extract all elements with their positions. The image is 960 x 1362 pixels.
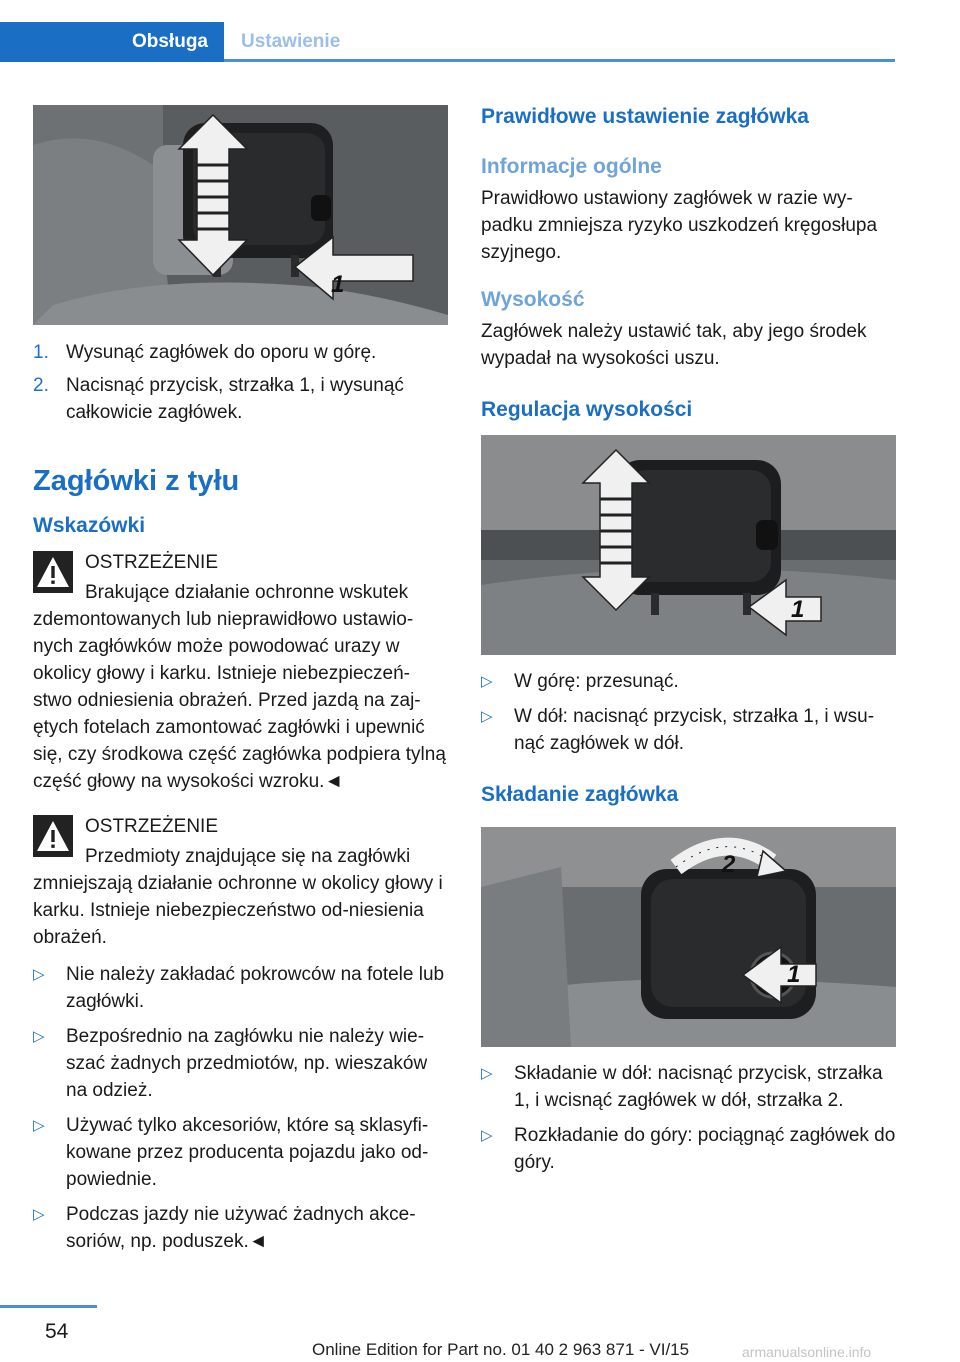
advice-list [33, 961, 448, 1255]
list-item-text: Podczas jazdy nie używać żadnych akce-soriów, np. poduszek.◄ [66, 1204, 416, 1252]
list-item [481, 1060, 896, 1114]
arrow-1-label: 1 [791, 596, 805, 623]
list-item-text: Rozkładanie do góry: pociągnąć zagłówek do góry. [514, 1125, 896, 1173]
fold-list [481, 1060, 896, 1176]
left-column [33, 339, 448, 1263]
triangle-bullet-icon: ▷ [481, 1127, 493, 1144]
list-item-text: Nie należy zakładać pokrowców na fotele lub zagłówki. [66, 964, 445, 1012]
step-item [33, 372, 448, 426]
figure-rear-headrest-height [481, 435, 896, 655]
figure-front-headrest [33, 105, 448, 325]
fold-title: Składanie zagłówka [481, 783, 679, 806]
triangle-bullet-icon: ▷ [481, 708, 493, 725]
triangle-bullet-icon: ▷ [33, 966, 45, 983]
steps-list [33, 339, 448, 426]
warning-triangle-icon [33, 815, 73, 857]
warning-block-1 [33, 549, 448, 795]
list-item [33, 1023, 448, 1104]
warning-text: zdemontowanych lub nieprawidłowo ustawio-nych zagłówków może powodować urazy w okolicy głowy i karku. Istnieje niebezpieczeń-stwo odniesienia obrażeń. Przed jazdą na zaj-ętych fotelach zamontować zagłówki i upewnić się, czy środkowa część zagłówka podpiera tylną część głowy na wysokości wzroku.◄ [33, 609, 446, 792]
warning-label: OSTRZEŻENIE [85, 816, 219, 837]
warning-label: OSTRZEŻENIE [85, 552, 219, 573]
arrow-1-label: 1 [331, 271, 345, 298]
step-item [33, 339, 448, 366]
footer-rule [0, 1305, 97, 1308]
subsection-title: Wskazówki [33, 514, 146, 537]
list-item [481, 703, 896, 757]
footer-watermark: armanualsonline.info [742, 1344, 872, 1360]
step-number: 1. [33, 342, 49, 363]
section-title: Zagłówki z tyłu [33, 465, 240, 497]
adjust-title: Regulacja wysokości [481, 398, 693, 421]
list-item [481, 1122, 896, 1176]
right-column-middle [481, 668, 896, 809]
warning-triangle-icon [33, 551, 73, 593]
warning-text: zmniejszają działanie ochronne w okolicy głowy i karku. Istnieje niebezpieczeństwo od-niesienia obrażeń. [33, 873, 443, 948]
info-title: Informacje ogólne [481, 155, 662, 178]
warning-text-first: Brakujące działanie ochronne wskutek [85, 582, 409, 603]
figure-fold-headrest [481, 827, 896, 1047]
triangle-bullet-icon: ▷ [33, 1206, 45, 1223]
triangle-bullet-icon: ▷ [481, 1065, 493, 1082]
list-item [33, 961, 448, 1015]
tab-obsluga[interactable]: Obsługa [0, 22, 224, 62]
list-item [481, 668, 896, 695]
list-item-text: W górę: przesunąć. [514, 671, 679, 692]
triangle-bullet-icon: ▷ [33, 1028, 45, 1045]
right-column-top [481, 103, 896, 424]
warning-block-2 [33, 813, 448, 951]
list-item-text: Składanie w dół: nacisnąć przycisk, strzałka 1, i wcisnąć zagłówek w dół, strzałka 2. [514, 1063, 883, 1111]
warning-text-first: Przedmioty znajdujące się na zagłówki [85, 846, 411, 867]
step-text: Wysunąć zagłówek do oporu w górę. [66, 342, 377, 363]
list-item [33, 1112, 448, 1193]
page-number: 54 [45, 1320, 69, 1343]
list-item-text: Używać tylko akcesoriów, które są sklasyfi-kowane przez producenta pojazdu jako od-powiednie. [66, 1115, 429, 1190]
right-section-title: Prawidłowe ustawienie zagłówka [481, 105, 809, 128]
list-item [33, 1201, 448, 1255]
height-text: Zagłówek należy ustawić tak, aby jego środek wypadał na wysokości uszu. [481, 321, 867, 369]
adjust-list [481, 668, 896, 757]
triangle-bullet-icon: ▷ [481, 673, 493, 690]
triangle-bullet-icon: ▷ [33, 1117, 45, 1134]
height-title: Wysokość [481, 288, 585, 311]
step-number: 2. [33, 375, 49, 396]
step-text: Nacisnąć przycisk, strzałka 1, i wysunąć całkowicie zagłówek. [66, 375, 404, 423]
footer-edition: Online Edition for Part no. 01 40 2 963 871 - VI/15 [312, 1340, 690, 1359]
right-column-bottom [481, 1060, 896, 1184]
tab-ustawienie[interactable]: Ustawienie [241, 31, 341, 52]
arrow-1-label: 1 [787, 961, 801, 988]
list-item-text: W dół: nacisnąć przycisk, strzałka 1, i wsu-nąć zagłówek w dół. [514, 706, 875, 754]
header-tabs [0, 22, 895, 62]
info-text: Prawidłowo ustawiony zagłówek w razie wy-padku zmniejsza ryzyko uszkodzeń kręgosłupa szyjnego. [481, 188, 878, 263]
list-item-text: Bezpośrednio na zagłówku nie należy wie-szać żadnych przedmiotów, np. wieszaków na odzież. [66, 1026, 428, 1101]
arrow-2-label: 2 [722, 851, 736, 878]
